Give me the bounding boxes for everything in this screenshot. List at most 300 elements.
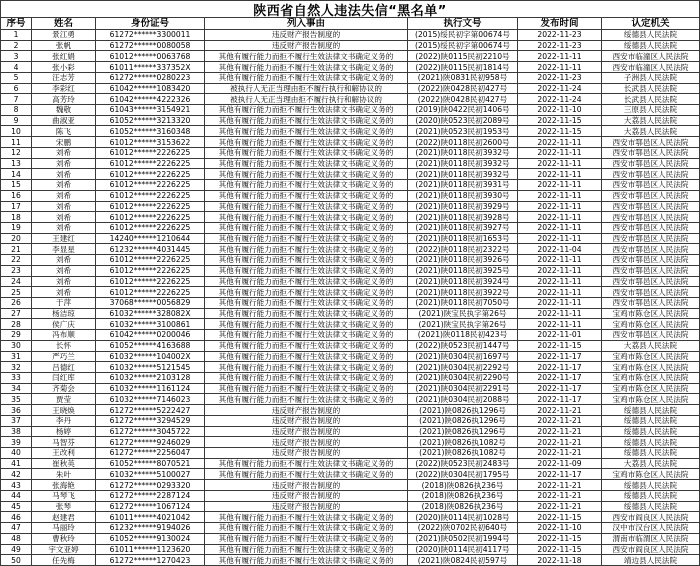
cell-name: 马丽玲 (32, 523, 96, 534)
cell-authority: 长武县人民法院 (602, 94, 700, 105)
cell-id-number: 61032******5100027 (96, 469, 205, 480)
cell-name: 王建红 (32, 234, 96, 245)
cell-publish-date: 2022-11-11 (518, 212, 602, 223)
cell-reason: 其他有履行能力而拒不履行生效法律文书确定义务的 (205, 287, 408, 298)
cell-case-number: (2021)陕0826执1296号 (408, 427, 518, 438)
cell-case-number: (2021)陕0826执1296号 (408, 405, 518, 416)
cell-id-number: 61032******2103128 (96, 373, 205, 384)
cell-case-number: (2021)陕0304民初1697号 (408, 352, 518, 363)
cell-authority: 西安市鄠邑区人民法院 (602, 137, 700, 148)
cell-reason: 违反财产报告制度的 (205, 437, 408, 448)
cell-case-number: (2021)陕0118民初1653号 (408, 234, 518, 245)
cell-id-number: 61272******2256047 (96, 448, 205, 459)
cell-id-number: 61011******1123620 (96, 545, 205, 556)
cell-publish-date: 2022-11-11 (518, 62, 602, 73)
table-row (1, 545, 700, 556)
cell-authority: 西安市鄠邑区人民法院 (602, 287, 700, 298)
cell-case-number: (2021)陕0304民初2292号 (408, 362, 518, 373)
header-publish-date: 发布时间 (518, 18, 602, 30)
header-case-number: 执行文号 (408, 18, 518, 30)
table-row (1, 330, 700, 341)
cell-authority: 宝鸡市陈仓区人民法院 (602, 352, 700, 363)
cell-serial-number: 42 (1, 469, 32, 480)
cell-serial-number: 27 (1, 309, 32, 320)
cell-case-number: (2021)陕0118民初3932号 (408, 159, 518, 170)
cell-serial-number: 9 (1, 116, 32, 127)
cell-case-number: (2022)陕0523民初1447号 (408, 341, 518, 352)
cell-publish-date: 2022-11-18 (518, 555, 602, 566)
cell-publish-date: 2022-11-21 (518, 502, 602, 513)
cell-name: 侯广庆 (32, 319, 96, 330)
cell-case-number: (2021)陕0304民初2290号 (408, 373, 518, 384)
cell-case-number: (2019)陕0422民初1406号 (408, 105, 518, 116)
cell-id-number: 14240******1210644 (96, 234, 205, 245)
cell-publish-date: 2022-11-11 (518, 148, 602, 159)
table-row (1, 480, 700, 491)
cell-case-number: (2020)陕0114民初4117号 (408, 545, 518, 556)
cell-serial-number: 23 (1, 266, 32, 277)
cell-serial-number: 12 (1, 148, 32, 159)
cell-case-number: (2021)陕0118民初3930号 (408, 191, 518, 202)
cell-id-number: 61052******3213320 (96, 116, 205, 127)
cell-publish-date: 2022-11-01 (518, 330, 602, 341)
cell-id-number: 61272******0280223 (96, 73, 205, 84)
table-row (1, 73, 700, 84)
cell-authority: 绥德县人民法院 (602, 502, 700, 513)
cell-reason: 其他有履行能力而拒不履行生效法律文书确定义务的 (205, 523, 408, 534)
cell-case-number: (2021)陕0826执1082号 (408, 448, 518, 459)
cell-case-number: (2021)陕0118民初3928号 (408, 212, 518, 223)
cell-authority: 大荔县人民法院 (602, 126, 700, 137)
cell-authority: 三原县人民法院 (602, 105, 700, 116)
cell-name: 冯布顺 (32, 330, 96, 341)
cell-authority: 宝鸡市陈仓区人民法院 (602, 394, 700, 405)
cell-id-number: 61052******9130024 (96, 534, 205, 545)
cell-reason: 其他有履行能力而拒不履行生效法律文书确定义务的 (205, 309, 408, 320)
cell-case-number: (2021)陕宝民执字第26号 (408, 309, 518, 320)
header-reason: 列入事由 (205, 18, 408, 30)
cell-name: 张帆 (32, 41, 96, 52)
cell-reason: 违反财产报告制度的 (205, 491, 408, 502)
cell-authority: 西安市临潼区人民法院 (602, 51, 700, 62)
table-row (1, 116, 700, 127)
cell-reason: 其他有履行能力而拒不履行生效法律文书确定义务的 (205, 384, 408, 395)
cell-case-number: (2015)绥民初字第00674号 (408, 30, 518, 41)
cell-serial-number: 47 (1, 523, 32, 534)
cell-authority: 西安市临潼区人民法院 (602, 62, 700, 73)
table-row (1, 502, 700, 513)
header-id-number: 身份证号 (96, 18, 205, 30)
cell-authority: 西安市鄠邑区人民法院 (602, 255, 700, 266)
cell-publish-date: 2022-11-10 (518, 523, 602, 534)
table-row (1, 555, 700, 566)
cell-id-number: 61052******3160348 (96, 126, 205, 137)
cell-publish-date: 2022-11-11 (518, 159, 602, 170)
cell-authority: 西安市鄠邑区人民法院 (602, 330, 700, 341)
cell-name: 杨洁琼 (32, 309, 96, 320)
cell-name: 杨婷 (32, 427, 96, 438)
cell-name: 于萍 (32, 298, 96, 309)
cell-id-number: 61012******2226225 (96, 223, 205, 234)
cell-serial-number: 26 (1, 298, 32, 309)
cell-reason: 违反财产报告制度的 (205, 416, 408, 427)
cell-serial-number: 15 (1, 180, 32, 191)
cell-serial-number: 31 (1, 352, 32, 363)
cell-publish-date: 2022-11-11 (518, 287, 602, 298)
cell-name: 长怀 (32, 341, 96, 352)
cell-name: 刘希 (32, 169, 96, 180)
cell-case-number: (2022)陕0115民初1814号 (408, 62, 518, 73)
cell-case-number: (2021)陕0118民初7050号 (408, 298, 518, 309)
table-row (1, 148, 700, 159)
cell-authority: 子洲县人民法院 (602, 73, 700, 84)
cell-case-number: (2022)陕0428民初427号 (408, 84, 518, 95)
cell-serial-number: 14 (1, 169, 32, 180)
table-row (1, 309, 700, 320)
cell-name: 王改利 (32, 448, 96, 459)
table-row (1, 437, 700, 448)
cell-name: 刘希 (32, 223, 96, 234)
cell-serial-number: 2 (1, 41, 32, 52)
cell-reason: 违反财产报告制度的 (205, 30, 408, 41)
cell-publish-date: 2022-11-24 (518, 84, 602, 95)
table-row (1, 405, 700, 416)
cell-name: 刘希 (32, 148, 96, 159)
cell-id-number: 61012******2226225 (96, 169, 205, 180)
cell-authority: 绥德县人民法院 (602, 437, 700, 448)
cell-publish-date: 2022-11-04 (518, 244, 602, 255)
cell-id-number: 61012******2226225 (96, 212, 205, 223)
cell-authority: 大荔县人民法院 (602, 341, 700, 352)
cell-reason: 被执行人无正当理由拒不履行执行和解协议的 (205, 84, 408, 95)
cell-case-number: (2018)陕0826执236号 (408, 480, 518, 491)
cell-serial-number: 39 (1, 437, 32, 448)
cell-serial-number: 50 (1, 555, 32, 566)
cell-case-number: (2021)陕0118民初3929号 (408, 202, 518, 213)
table-row (1, 223, 700, 234)
cell-reason: 其他有履行能力而拒不履行生效法律文书确定义务的 (205, 126, 408, 137)
cell-name: 刘希 (32, 202, 96, 213)
cell-publish-date: 2022-11-11 (518, 319, 602, 330)
cell-serial-number: 16 (1, 191, 32, 202)
table-row (1, 202, 700, 213)
cell-reason: 其他有履行能力而拒不履行生效法律文书确定义务的 (205, 234, 408, 245)
cell-publish-date: 2022-11-11 (518, 202, 602, 213)
cell-serial-number: 41 (1, 459, 32, 470)
cell-publish-date: 2022-11-11 (518, 169, 602, 180)
cell-reason: 其他有履行能力而拒不履行生效法律文书确定义务的 (205, 105, 408, 116)
cell-id-number: 61032******328082X (96, 309, 205, 320)
cell-authority: 绥德县人民法院 (602, 448, 700, 459)
cell-name: 马智芬 (32, 437, 96, 448)
cell-authority: 大荔县人民法院 (602, 116, 700, 127)
cell-id-number: 61011******337352X (96, 62, 205, 73)
cell-name: 张海艳 (32, 480, 96, 491)
cell-authority: 绥德县人民法院 (602, 427, 700, 438)
cell-serial-number: 43 (1, 480, 32, 491)
cell-serial-number: 8 (1, 105, 32, 116)
cell-id-number: 61032******7146023 (96, 394, 205, 405)
cell-publish-date: 2022-11-11 (518, 180, 602, 191)
table-row (1, 266, 700, 277)
table-row (1, 234, 700, 245)
cell-reason: 其他有履行能力而拒不履行生效法律文书确定义务的 (205, 362, 408, 373)
cell-serial-number: 21 (1, 244, 32, 255)
cell-case-number: (2018)陕0826执236号 (408, 502, 518, 513)
cell-name: 曲淑亚 (32, 116, 96, 127)
cell-case-number: (2021)陕0304民初2088号 (408, 394, 518, 405)
cell-case-number: (2022)陕0118民初2322号 (408, 244, 518, 255)
table-body (1, 30, 700, 566)
cell-authority: 西安市阎良区人民法院 (602, 512, 700, 523)
cell-reason: 其他有履行能力而拒不履行生效法律文书确定义务的 (205, 202, 408, 213)
table-row (1, 137, 700, 148)
cell-authority: 渭南市临渭区人民法院 (602, 534, 700, 545)
table-row (1, 244, 700, 255)
cell-authority: 靖边县人民法院 (602, 555, 700, 566)
cell-serial-number: 33 (1, 373, 32, 384)
cell-reason: 其他有履行能力而拒不履行生效法律文书确定义务的 (205, 223, 408, 234)
cell-publish-date: 2022-11-11 (518, 309, 602, 320)
cell-authority: 西安市鄠邑区人民法院 (602, 148, 700, 159)
cell-publish-date: 2022-11-21 (518, 491, 602, 502)
cell-serial-number: 34 (1, 384, 32, 395)
cell-case-number: (2022)陕0428民初427号 (408, 94, 518, 105)
table-row (1, 416, 700, 427)
cell-case-number: (2021)陕0118民初423号 (408, 330, 518, 341)
cell-serial-number: 38 (1, 427, 32, 438)
cell-case-number: (2021)陕0118民初3925号 (408, 266, 518, 277)
cell-id-number: 61052******8070521 (96, 459, 205, 470)
cell-reason: 其他有履行能力而拒不履行生效法律文书确定义务的 (205, 180, 408, 191)
cell-name: 高芳玲 (32, 94, 96, 105)
cell-name: 闫红库 (32, 373, 96, 384)
cell-reason: 其他有履行能力而拒不履行生效法律文书确定义务的 (205, 255, 408, 266)
cell-id-number: 61232******4031445 (96, 244, 205, 255)
cell-publish-date: 2022-11-11 (518, 51, 602, 62)
cell-serial-number: 49 (1, 545, 32, 556)
cell-id-number: 61272******1270423 (96, 555, 205, 566)
cell-authority: 绥德县人民法院 (602, 416, 700, 427)
cell-authority: 西安市鄠邑区人民法院 (602, 234, 700, 245)
cell-case-number: (2021)陕0826执1296号 (408, 416, 518, 427)
cell-reason: 其他有履行能力而拒不履行生效法律文书确定义务的 (205, 244, 408, 255)
cell-reason: 其他有履行能力而拒不履行生效法律文书确定义务的 (205, 373, 408, 384)
cell-case-number: (2022)陕0118民初2600号 (408, 137, 518, 148)
cell-name: 马琴飞 (32, 491, 96, 502)
cell-name: 刘希 (32, 277, 96, 288)
cell-serial-number: 11 (1, 137, 32, 148)
cell-reason: 其他有履行能力而拒不履行生效法律文书确定义务的 (205, 394, 408, 405)
cell-case-number: (2022)陕0523民初2483号 (408, 459, 518, 470)
table-row (1, 384, 700, 395)
cell-reason: 违反财产报告制度的 (205, 480, 408, 491)
cell-reason: 其他有履行能力而拒不履行生效法律文书确定义务的 (205, 298, 408, 309)
table-row (1, 352, 700, 363)
table-row (1, 287, 700, 298)
cell-name: 景江勇 (32, 30, 96, 41)
cell-publish-date: 2022-11-17 (518, 362, 602, 373)
cell-authority: 绥德县人民法院 (602, 405, 700, 416)
table-row (1, 51, 700, 62)
cell-serial-number: 25 (1, 287, 32, 298)
cell-case-number: (2020)陕0114民初1028号 (408, 512, 518, 523)
cell-publish-date: 2022-11-17 (518, 394, 602, 405)
cell-reason: 其他有履行能力而拒不履行生效法律文书确定义务的 (205, 148, 408, 159)
cell-name: 张红娟 (32, 51, 96, 62)
cell-reason: 其他有履行能力而拒不履行生效法律文书确定义务的 (205, 469, 408, 480)
cell-case-number: (2021)陕宝民执字第26号 (408, 319, 518, 330)
cell-publish-date: 2022-11-17 (518, 384, 602, 395)
cell-reason: 违反财产报告制度的 (205, 427, 408, 438)
cell-serial-number: 29 (1, 330, 32, 341)
cell-reason: 其他有履行能力而拒不履行生效法律文书确定义务的 (205, 352, 408, 363)
header-authority: 认定机关 (602, 18, 700, 30)
cell-name: 严巧兰 (32, 352, 96, 363)
cell-serial-number: 3 (1, 51, 32, 62)
cell-authority: 西安市鄠邑区人民法院 (602, 223, 700, 234)
table-row (1, 427, 700, 438)
cell-serial-number: 48 (1, 534, 32, 545)
cell-publish-date: 2022-11-15 (518, 116, 602, 127)
table-row (1, 30, 700, 41)
cell-reason: 其他有履行能力而拒不履行生效法律文书确定义务的 (205, 555, 408, 566)
cell-publish-date: 2022-11-21 (518, 437, 602, 448)
table-row (1, 448, 700, 459)
cell-serial-number: 22 (1, 255, 32, 266)
table-row (1, 105, 700, 116)
cell-name: 曹秋玲 (32, 534, 96, 545)
cell-publish-date: 2022-11-15 (518, 545, 602, 556)
cell-publish-date: 2022-11-17 (518, 373, 602, 384)
cell-reason: 违反财产报告制度的 (205, 41, 408, 52)
cell-publish-date: 2022-11-23 (518, 30, 602, 41)
cell-name: 陈飞 (32, 126, 96, 137)
table-row (1, 212, 700, 223)
cell-authority: 宝鸡市陈仓区人民法院 (602, 309, 700, 320)
cell-authority: 西安市鄠邑区人民法院 (602, 159, 700, 170)
cell-name: 张琴 (32, 502, 96, 513)
cell-case-number: (2018)陕0826执236号 (408, 491, 518, 502)
cell-serial-number: 18 (1, 212, 32, 223)
cell-id-number: 37068******0056829 (96, 298, 205, 309)
cell-name: 朱叶 (32, 469, 96, 480)
cell-authority: 西安市鄠邑区人民法院 (602, 266, 700, 277)
cell-reason: 其他有履行能力而拒不履行生效法律文书确定义务的 (205, 341, 408, 352)
cell-authority: 西安市鄠邑区人民法院 (602, 277, 700, 288)
cell-publish-date: 2022-11-15 (518, 512, 602, 523)
cell-id-number: 61272******2287124 (96, 491, 205, 502)
cell-publish-date: 2022-11-23 (518, 41, 602, 52)
cell-reason: 违反财产报告制度的 (205, 448, 408, 459)
cell-id-number: 61272******9246029 (96, 437, 205, 448)
cell-publish-date: 2022-11-11 (518, 223, 602, 234)
cell-case-number: (2021)陕0826执1082号 (408, 437, 518, 448)
table-row (1, 191, 700, 202)
cell-name: 刘希 (32, 180, 96, 191)
cell-name: 张小彩 (32, 62, 96, 73)
cell-id-number: 61032******3100861 (96, 319, 205, 330)
table-row (1, 298, 700, 309)
table-row (1, 159, 700, 170)
cell-publish-date: 2022-11-11 (518, 255, 602, 266)
cell-reason: 其他有履行能力而拒不履行生效法律文书确定义务的 (205, 159, 408, 170)
cell-name: 齐菊会 (32, 384, 96, 395)
cell-id-number: 61272******0293320 (96, 480, 205, 491)
cell-reason: 违反财产报告制度的 (205, 405, 408, 416)
cell-reason: 其他有履行能力而拒不履行生效法律文书确定义务的 (205, 277, 408, 288)
cell-id-number: 61012******2226225 (96, 277, 205, 288)
table-row (1, 512, 700, 523)
cell-serial-number: 28 (1, 319, 32, 330)
cell-case-number: (2021)陕0118民初3932号 (408, 148, 518, 159)
table-row (1, 94, 700, 105)
cell-case-number: (2021)陕0118民初3924号 (408, 277, 518, 288)
table-row (1, 459, 700, 470)
cell-name: 宋鹏 (32, 137, 96, 148)
cell-publish-date: 2022-11-11 (518, 137, 602, 148)
cell-publish-date: 2022-11-21 (518, 427, 602, 438)
cell-id-number: 61012******2226225 (96, 202, 205, 213)
cell-reason: 其他有履行能力而拒不履行生效法律文书确定义务的 (205, 116, 408, 127)
cell-authority: 西安市鄠邑区人民法院 (602, 244, 700, 255)
cell-serial-number: 24 (1, 277, 32, 288)
cell-case-number: (2022)陕0702民初640号 (408, 523, 518, 534)
cell-publish-date: 2022-11-17 (518, 469, 602, 480)
cell-serial-number: 36 (1, 405, 32, 416)
cell-name: 宇文亚婷 (32, 545, 96, 556)
cell-id-number: 61272******3294529 (96, 416, 205, 427)
table-row (1, 84, 700, 95)
table-row (1, 373, 700, 384)
cell-serial-number: 1 (1, 30, 32, 41)
cell-case-number: (2021)陕0118民初3926号 (408, 255, 518, 266)
cell-serial-number: 10 (1, 126, 32, 137)
cell-authority: 西安市鄠邑区人民法院 (602, 169, 700, 180)
cell-publish-date: 2022-11-21 (518, 480, 602, 491)
table-row (1, 523, 700, 534)
cell-serial-number: 6 (1, 84, 32, 95)
cell-case-number: (2015)绥民初字第00674号 (408, 41, 518, 52)
cell-name: 李彩红 (32, 84, 96, 95)
cell-name: 李丹 (32, 416, 96, 427)
cell-id-number: 61032******5121545 (96, 362, 205, 373)
cell-reason: 其他有履行能力而拒不履行生效法律文书确定义务的 (205, 330, 408, 341)
cell-id-number: 61012******2226225 (96, 159, 205, 170)
cell-name: 王晓焕 (32, 405, 96, 416)
cell-serial-number: 7 (1, 94, 32, 105)
cell-authority: 绥德县人民法院 (602, 30, 700, 41)
cell-serial-number: 46 (1, 512, 32, 523)
table-row (1, 255, 700, 266)
cell-id-number: 61272******3045722 (96, 427, 205, 438)
table-row (1, 126, 700, 137)
cell-reason: 其他有履行能力而拒不履行生效法律文书确定义务的 (205, 212, 408, 223)
cell-id-number: 61012******2226225 (96, 255, 205, 266)
cell-serial-number: 40 (1, 448, 32, 459)
cell-name: 刘希 (32, 266, 96, 277)
cell-authority: 西安市鄠邑区人民法院 (602, 212, 700, 223)
cell-reason: 违反财产报告制度的 (205, 502, 408, 513)
cell-authority: 绥德县人民法院 (602, 480, 700, 491)
cell-case-number: (2020)陕0523民初2089号 (408, 116, 518, 127)
cell-name: 汪志芳 (32, 73, 96, 84)
table-row (1, 41, 700, 52)
cell-serial-number: 19 (1, 223, 32, 234)
cell-case-number: (2021)陕0523民初1953号 (408, 126, 518, 137)
cell-name: 赵建君 (32, 512, 96, 523)
cell-name: 吕德红 (32, 362, 96, 373)
